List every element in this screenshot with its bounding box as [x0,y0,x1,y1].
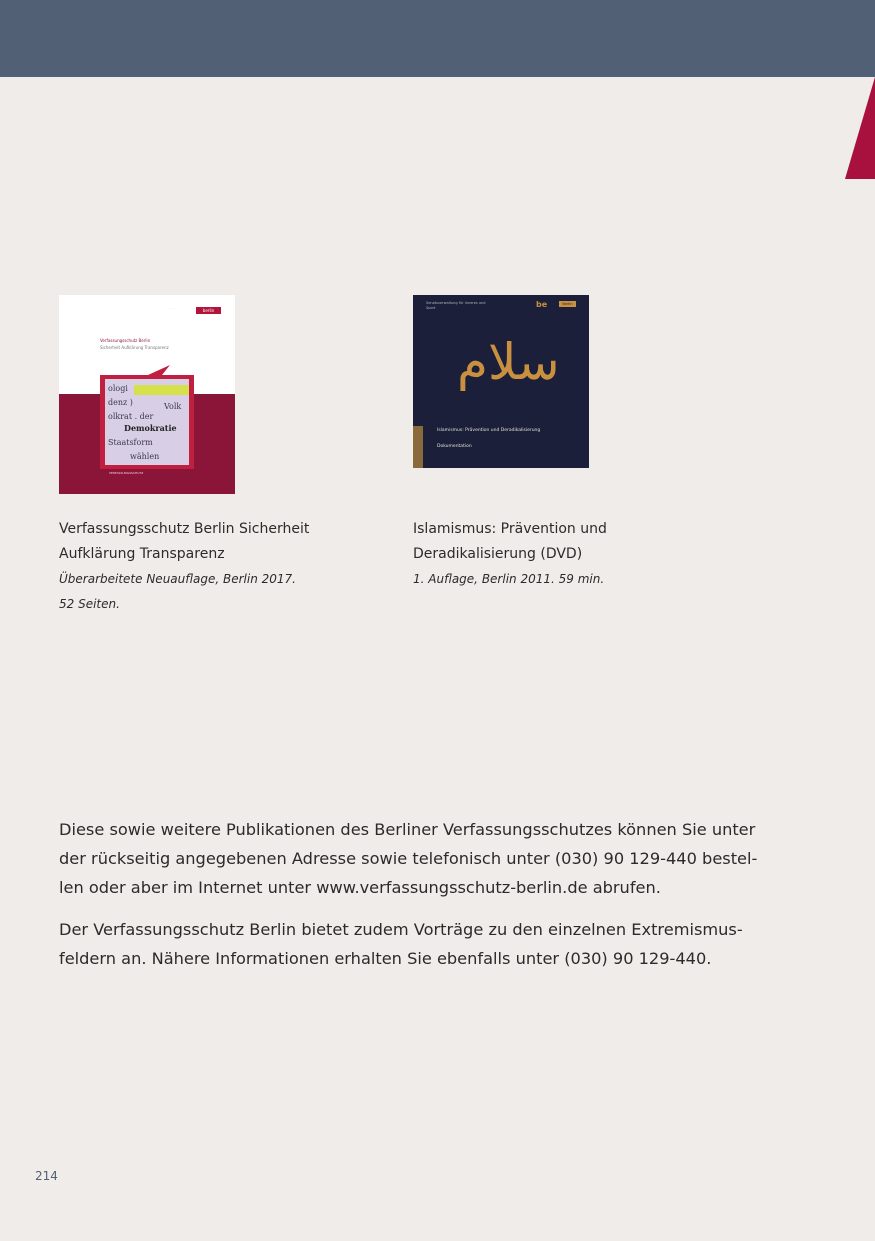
publication-caption-2 [413,517,713,592]
arabic-salam-calligraphy: سلام [457,333,560,391]
corner-accent [845,77,875,179]
cover-title: Verfassungsschutz Berlin [100,338,151,343]
bubble-word-democracy: Demokratie [124,423,177,433]
body-text [59,815,759,986]
berlin-logo: berlin [196,307,221,314]
publication-edition: 1. Auflage, Berlin 2011. 59 min. [413,572,605,586]
berlin-logo-badge: Berlin [559,301,576,307]
publication-title-line: Deradikalisierung (DVD) [413,546,583,562]
cover-doc-label: Dokumentation [437,444,472,449]
publication-title-line: Aufklärung Transparenz [59,546,225,562]
bubble-word-volk: Volk [164,402,182,411]
cover-strip [413,426,423,468]
cover-subtitle: Sicherheit Aufklärung Transparenz [100,345,169,350]
publication-pages: 52 Seiten. [59,597,120,611]
page-number: 214 [35,1169,58,1183]
cover-footer: VERFASSUNGSSCHUTZ [109,471,144,475]
cover-title: Islamismus: Prävention und Deradikalisierung [437,428,541,433]
bubble-word-waehlen: wählen [130,452,160,461]
header-band [0,0,875,77]
bubble-word-staatsform: Staatsform [108,438,153,447]
publication-title-line: Verfassungsschutz Berlin Sicherheit [59,521,310,537]
publication-cover-islamismus-dvd[interactable] [413,295,589,468]
publication-caption-1 [59,517,359,617]
svg-text:ologi: ologi [108,384,128,393]
publication-edition: Überarbeitete Neuauflage, Berlin 2017. [59,572,296,586]
svg-text:denz ): denz ) [108,398,133,407]
body-paragraph-order-info: Diese sowie weitere Publikationen des Berliner Verfassungsschutzes können Sie unter der rückseitig angegebenen Adresse sowie telefonisch unter (030) 90 129-440 bestel- len oder aber im Internet unter www.verfassungsschutz-berlin.de abrufen. [59,820,758,897]
publication-cover-verfassungsschutz[interactable] [59,295,235,494]
cover-org-text: Senatsverwaltung für Inneres und Sport [426,301,486,310]
publication-title-line: Islamismus: Prävention und [413,521,607,537]
berlin-logo: be [536,300,548,309]
speech-bubble-graphic [100,365,194,469]
cover-org-text: · · · · [169,306,176,310]
body-paragraph-lectures: Der Verfassungsschutz Berlin bietet zudem Vorträge zu den einzelnen Extremismus- feldern an. Nähere Informationen erhalten Sie ebenfalls unter (030) 90 129-440. [59,920,743,968]
svg-text:olkrat . der: olkrat . der [108,412,154,421]
